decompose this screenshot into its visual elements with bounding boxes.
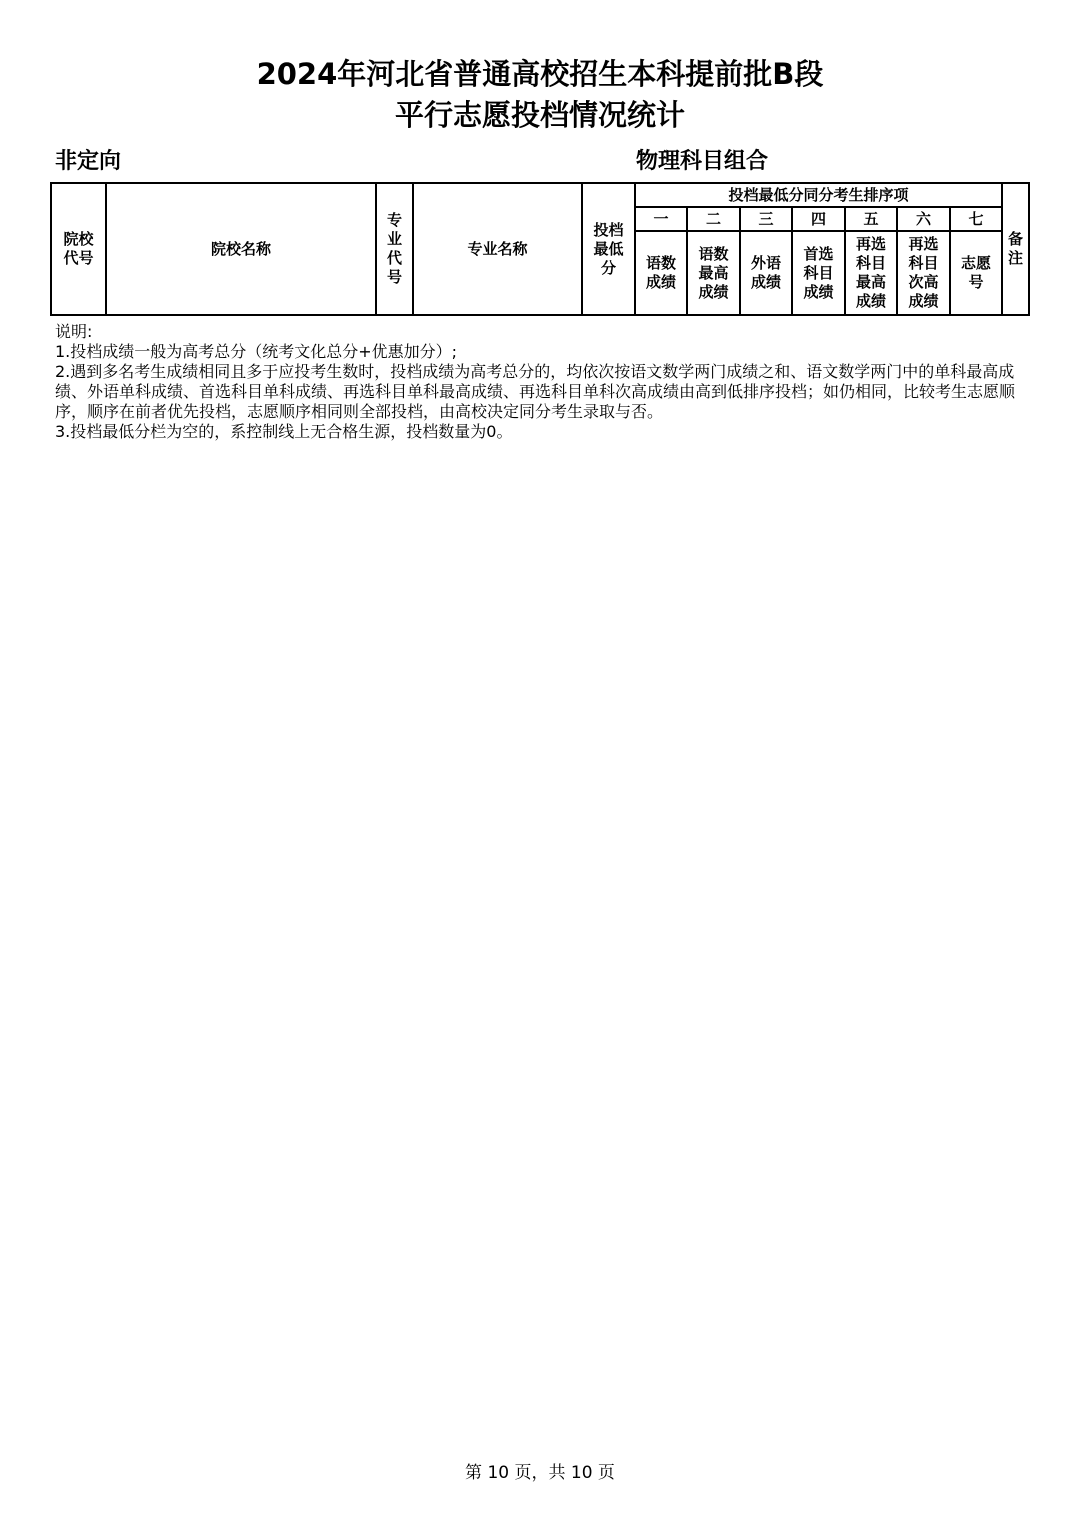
header-school-name: 院校名称	[106, 183, 376, 315]
order-number: 二	[687, 207, 740, 231]
notes-section	[55, 322, 1020, 442]
subheader-admission-type: 非定向	[55, 149, 122, 174]
order-number: 五	[845, 207, 897, 231]
order-number: 三	[740, 207, 792, 231]
header-tiebreak-group: 投档最低分同分考生排序项	[635, 183, 1002, 207]
note-item: 1.投档成绩一般为高考总分（统考文化总分+优惠加分）;	[55, 342, 458, 361]
header-remarks: 备 注	[1002, 183, 1029, 315]
order-item-foreign-language: 外语 成绩	[740, 231, 792, 315]
notes-heading: 说明:	[55, 322, 93, 341]
order-number: 一	[635, 207, 687, 231]
admission-table-header	[50, 182, 1030, 316]
order-number: 七	[950, 207, 1002, 231]
header-school-code: 院校 代号	[51, 183, 106, 315]
order-number: 六	[897, 207, 950, 231]
header-major-name: 专业名称	[413, 183, 582, 315]
page-title-line1: 2024年河北省普通高校招生本科提前批B段	[256, 57, 824, 91]
order-item-preference-number: 志愿 号	[950, 231, 1002, 315]
order-item-chinese-math: 语数 成绩	[635, 231, 687, 315]
header-major-code: 专 业 代 号	[376, 183, 413, 315]
note-item: 2.遇到多名考生成绩相同且多于应投考生数时，投档成绩为高考总分的，均依次按语文数学两门成绩之和、语文数学两门中的单科最高成绩、外语单科成绩、首选科目单科成绩、再选科目单科最高成绩、再选科目单科次高成绩由高到低排序投档；如仍相同，比较考生志愿顺序，顺序在前者优先投档，志愿顺序相同则全部投档，由高校决定同分考生录取与否。	[55, 362, 1016, 421]
order-item-first-choice-subject: 首选 科目 成绩	[792, 231, 845, 315]
page-title-line2: 平行志愿投档情况统计	[394, 98, 685, 132]
subheader-subject-combination: 物理科目组合	[636, 149, 769, 174]
order-item-reselected-second: 再选 科目 次高 成绩	[897, 231, 950, 315]
order-item-chinese-math-highest: 语数 最高 成绩	[687, 231, 740, 315]
page-footer: 第 10 页，共 10 页	[465, 1463, 615, 1483]
order-number: 四	[792, 207, 845, 231]
header-min-score: 投档 最低 分	[582, 183, 635, 315]
order-item-reselected-highest: 再选 科目 最高 成绩	[845, 231, 897, 315]
note-item: 3.投档最低分栏为空的，系控制线上无合格生源，投档数量为0。	[55, 422, 513, 441]
